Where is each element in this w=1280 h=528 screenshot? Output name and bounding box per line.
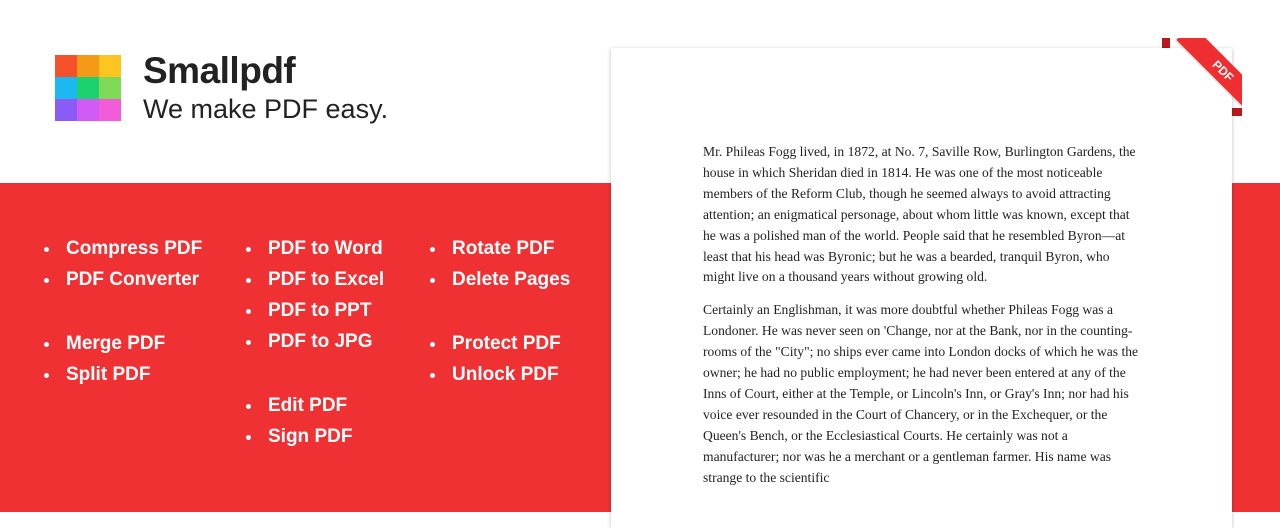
bullet-icon: [246, 340, 251, 345]
brand-name: Smallpdf: [143, 50, 296, 91]
logo-tile: [55, 99, 77, 121]
logo-tile: [99, 77, 121, 99]
brand-tagline: We make PDF easy.: [143, 94, 389, 124]
logo-tile: [99, 55, 121, 77]
pdf-badge: PDF: [1176, 38, 1242, 118]
bullet-icon: [44, 342, 49, 347]
smallpdf-logo-icon: [55, 55, 121, 121]
logo-tile: [55, 55, 77, 77]
bullet-icon: [44, 373, 49, 378]
bullet-icon: [246, 247, 251, 252]
logo-tile: [77, 99, 99, 121]
bullet-icon: [246, 404, 251, 409]
logo-tile: [77, 77, 99, 99]
bullet-icon: [44, 278, 49, 283]
document-paragraph: Certainly an Englishman, it was more doubtful whether Phileas Fogg was a Londoner. He was never seen on 'Change, nor at the Bank, nor in the counting-rooms of the "City"; no ships ever came into London docks of which he was the owner; he had no public employment; he had never been entered at any of the Inns of Court, either at the Temple, or Lincoln's Inn, or Gray's Inn; nor had his voice ever resounded in the Court of Chancery, or in the Exchequer, or the Queen's Bench, or the Ecclesiastical Courts. He certainly was not a manufacturer; nor was he a merchant or a gentleman farmer. His name was strange to the scientific: [703, 302, 1139, 485]
pdf-ribbon: [1162, 38, 1242, 118]
bullet-icon: [246, 435, 251, 440]
bullet-icon: [430, 342, 435, 347]
bullet-icon: [246, 309, 251, 314]
bullet-icon: [430, 247, 435, 252]
bullet-icon: [430, 373, 435, 378]
bullet-icon: [44, 247, 49, 252]
document-body: [703, 142, 1143, 501]
bullet-icon: [430, 278, 435, 283]
bullet-icon: [246, 278, 251, 283]
document-paragraph: Mr. Phileas Fogg lived, in 1872, at No. 7, Saville Row, Burlington Gardens, the house in which Sheridan died in 1814. He was one of the most noticeable members of the Reform Club, though he seemed always to avoid attracting attention; an enigmatical personage, about whom little was known, except that he was a polished man of the world. People said that he resembled Byron—at least that his head was Byronic; but he was a bearded, tranquil Byron, who might live on a thousand years without growing old.: [703, 144, 1136, 285]
logo-tile: [99, 99, 121, 121]
logo-tile: [77, 55, 99, 77]
logo-tile: [55, 77, 77, 99]
